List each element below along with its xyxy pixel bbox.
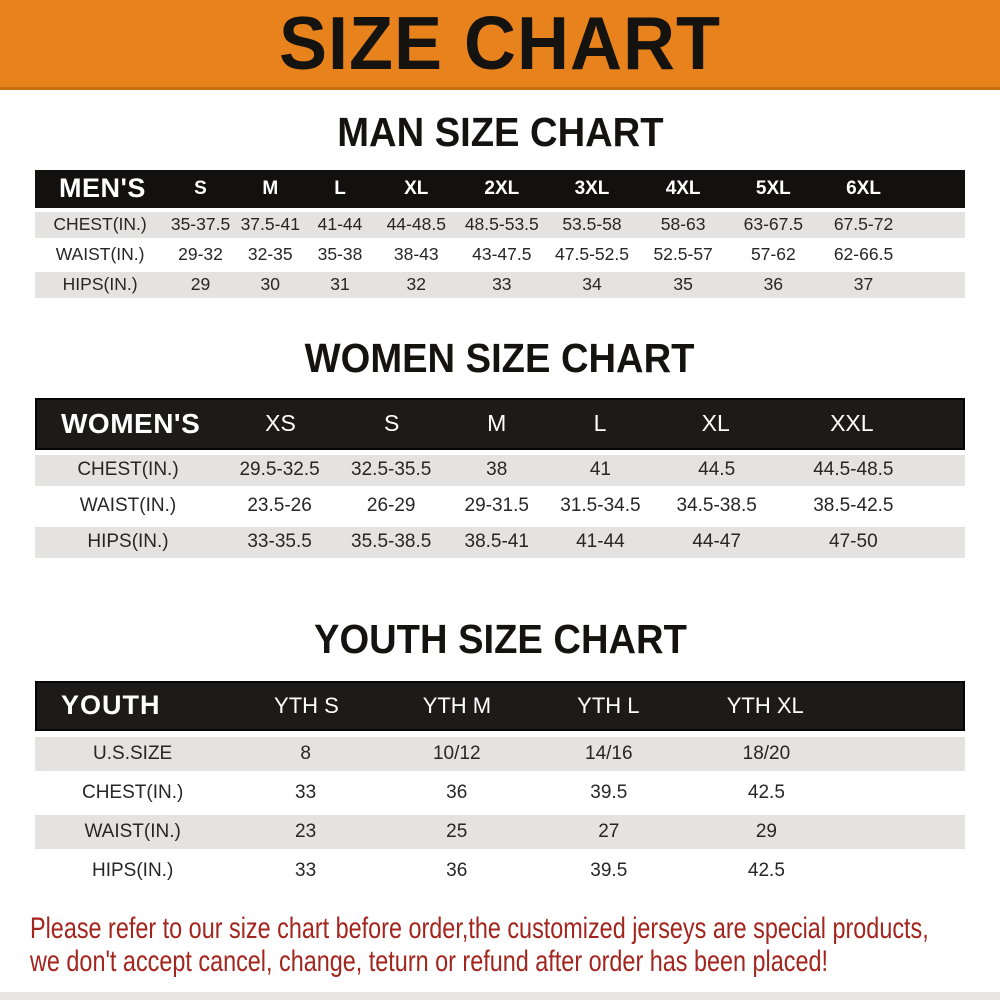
youth-cell: 25 <box>446 820 468 842</box>
youth-column-header: YTH M <box>422 692 492 718</box>
youth-cell: 39.5 <box>590 859 628 881</box>
youth-row-label: HIPS(IN.) <box>92 859 174 881</box>
women-table-row <box>35 491 965 522</box>
youth-row-label: WAIST(IN.) <box>84 820 181 842</box>
men-column-header: 6XL <box>846 177 881 199</box>
women-column-header: L <box>593 410 607 437</box>
women-cell: 26-29 <box>366 495 416 517</box>
women-cell: 33-35.5 <box>247 531 312 553</box>
men-column-header: 3XL <box>574 177 610 199</box>
youth-table-row <box>35 854 965 888</box>
men-row-label: WAIST(IN.) <box>55 244 145 265</box>
men-table-row <box>35 242 965 268</box>
men-cell: 34 <box>582 274 602 295</box>
women-column-header: S <box>383 410 400 437</box>
women-header-label: WOMEN'S <box>61 407 201 439</box>
men-cell: 44-48.5 <box>386 214 446 235</box>
women-cell: 47-50 <box>829 531 878 553</box>
men-size-table <box>35 170 965 298</box>
men-cell: 62-66.5 <box>833 244 894 265</box>
youth-cell: 42.5 <box>747 859 785 881</box>
youth-size-table <box>35 681 965 888</box>
footer-note-line-1: Please refer to our size chart before order,the customized jerseys are special products, <box>30 911 929 945</box>
women-cell: 29-31.5 <box>464 495 529 517</box>
men-cell: 57-62 <box>750 244 796 265</box>
youth-column-header: YTH S <box>274 692 339 718</box>
men-table-row <box>35 272 965 298</box>
bottom-strip <box>0 992 1000 1000</box>
size-chart-section-youth <box>0 563 1000 888</box>
men-cell: 48.5-53.5 <box>464 214 539 235</box>
youth-row-label: CHEST(IN.) <box>81 781 184 803</box>
men-cell: 52.5-57 <box>653 244 713 265</box>
men-cell: 29-32 <box>178 244 223 265</box>
men-cell: 33 <box>492 274 512 295</box>
youth-section-title <box>0 563 1000 663</box>
size-chart-section-men <box>0 90 1000 298</box>
youth-table-row <box>35 737 965 771</box>
men-row-label: CHEST(IN.) <box>53 214 147 235</box>
men-cell: 32-35 <box>247 244 293 265</box>
men-column-header: 4XL <box>665 177 701 199</box>
men-cell: 35-37.5 <box>170 214 231 235</box>
men-row-label: HIPS(IN.) <box>62 274 138 295</box>
women-section-title-text: WOMEN SIZE CHART <box>305 334 695 381</box>
women-size-table <box>35 398 965 558</box>
women-row-label: WAIST(IN.) <box>79 495 177 517</box>
men-section-title-text: MAN SIZE CHART <box>336 109 664 155</box>
youth-cell: 42.5 <box>747 781 785 803</box>
men-cell: 53.5-58 <box>562 214 622 235</box>
women-cell: 35.5-38.5 <box>351 531 432 553</box>
youth-cell: 27 <box>598 820 620 842</box>
men-cell: 30 <box>260 274 280 295</box>
youth-row-label: U.S.SIZE <box>93 742 173 764</box>
men-cell: 31 <box>330 274 350 295</box>
women-column-header: M <box>487 410 507 437</box>
men-cell: 63-67.5 <box>743 214 803 235</box>
men-column-header: XL <box>404 177 429 199</box>
women-row-label: HIPS(IN.) <box>87 531 169 553</box>
youth-cell: 36 <box>446 859 468 881</box>
men-column-header: L <box>334 177 346 199</box>
youth-table-row <box>35 776 965 810</box>
women-cell: 32.5-35.5 <box>351 459 432 481</box>
women-cell: 44-47 <box>692 531 741 553</box>
footer-note-line-2: we don't accept cancel, change, teturn or refund after order has been placed! <box>30 944 828 978</box>
youth-section-title-text: YOUTH SIZE CHART <box>313 615 687 662</box>
men-table-row <box>35 212 965 238</box>
women-cell: 29.5-32.5 <box>239 459 320 481</box>
women-cell: 34.5-38.5 <box>676 495 757 517</box>
women-cell: 38 <box>486 459 508 481</box>
men-column-header: 5XL <box>755 177 791 199</box>
youth-cell: 29 <box>755 820 777 842</box>
men-column-header: M <box>262 177 279 199</box>
men-cell: 47.5-52.5 <box>555 244 629 265</box>
size-chart-banner <box>0 0 1000 90</box>
youth-column-header: YTH L <box>577 692 640 718</box>
men-header-label: MEN'S <box>59 173 146 204</box>
youth-cell: 10/12 <box>432 742 481 764</box>
banner-title: SIZE CHART <box>279 1 721 86</box>
men-cell: 67.5-72 <box>833 214 894 235</box>
men-column-header: 2XL <box>484 177 520 199</box>
youth-cell: 23 <box>295 820 317 842</box>
women-column-header: XS <box>265 410 296 437</box>
men-table-header-row <box>35 170 965 208</box>
men-cell: 35 <box>673 274 693 295</box>
women-table-row <box>35 455 965 486</box>
women-cell: 38.5-42.5 <box>813 495 894 517</box>
women-column-header: XXL <box>830 410 874 437</box>
men-cell: 58-63 <box>660 214 706 235</box>
women-section-title <box>0 302 1000 382</box>
men-section-title <box>0 90 1000 156</box>
youth-cell: 18/20 <box>742 742 791 764</box>
women-cell: 31.5-34.5 <box>560 495 641 517</box>
men-cell: 32 <box>406 274 426 295</box>
women-table-header-row <box>35 398 965 450</box>
women-cell: 23.5-26 <box>247 495 312 517</box>
youth-table-row <box>35 815 965 849</box>
men-cell: 37.5-41 <box>240 214 300 235</box>
size-chart-section-women <box>0 302 1000 558</box>
size-chart-sections <box>0 90 1000 888</box>
men-cell: 37 <box>853 274 874 295</box>
men-cell: 36 <box>763 274 784 295</box>
women-cell: 38.5-41 <box>464 531 529 553</box>
women-row-label: CHEST(IN.) <box>77 459 179 481</box>
women-table-row <box>35 527 965 558</box>
youth-header-label: YOUTH <box>61 690 161 721</box>
youth-cell: 33 <box>295 781 317 803</box>
youth-cell: 8 <box>300 742 311 764</box>
youth-cell: 39.5 <box>590 781 628 803</box>
women-cell: 41 <box>589 459 611 481</box>
youth-table-header-row <box>35 681 965 731</box>
women-column-header: XL <box>701 410 730 437</box>
footer-note <box>30 912 1000 978</box>
men-cell: 38-43 <box>393 244 439 265</box>
men-cell: 43-47.5 <box>472 244 532 265</box>
youth-cell: 36 <box>446 781 468 803</box>
women-cell: 44.5-48.5 <box>813 459 894 481</box>
men-cell: 29 <box>190 274 211 295</box>
men-column-header: S <box>194 177 207 199</box>
women-cell: 41-44 <box>576 531 625 553</box>
youth-cell: 14/16 <box>585 742 633 764</box>
women-cell: 44.5 <box>698 459 736 481</box>
men-cell: 41-44 <box>317 214 363 235</box>
youth-column-header: YTH XL <box>726 692 804 718</box>
youth-cell: 33 <box>295 859 317 881</box>
men-cell: 35-38 <box>317 244 363 265</box>
